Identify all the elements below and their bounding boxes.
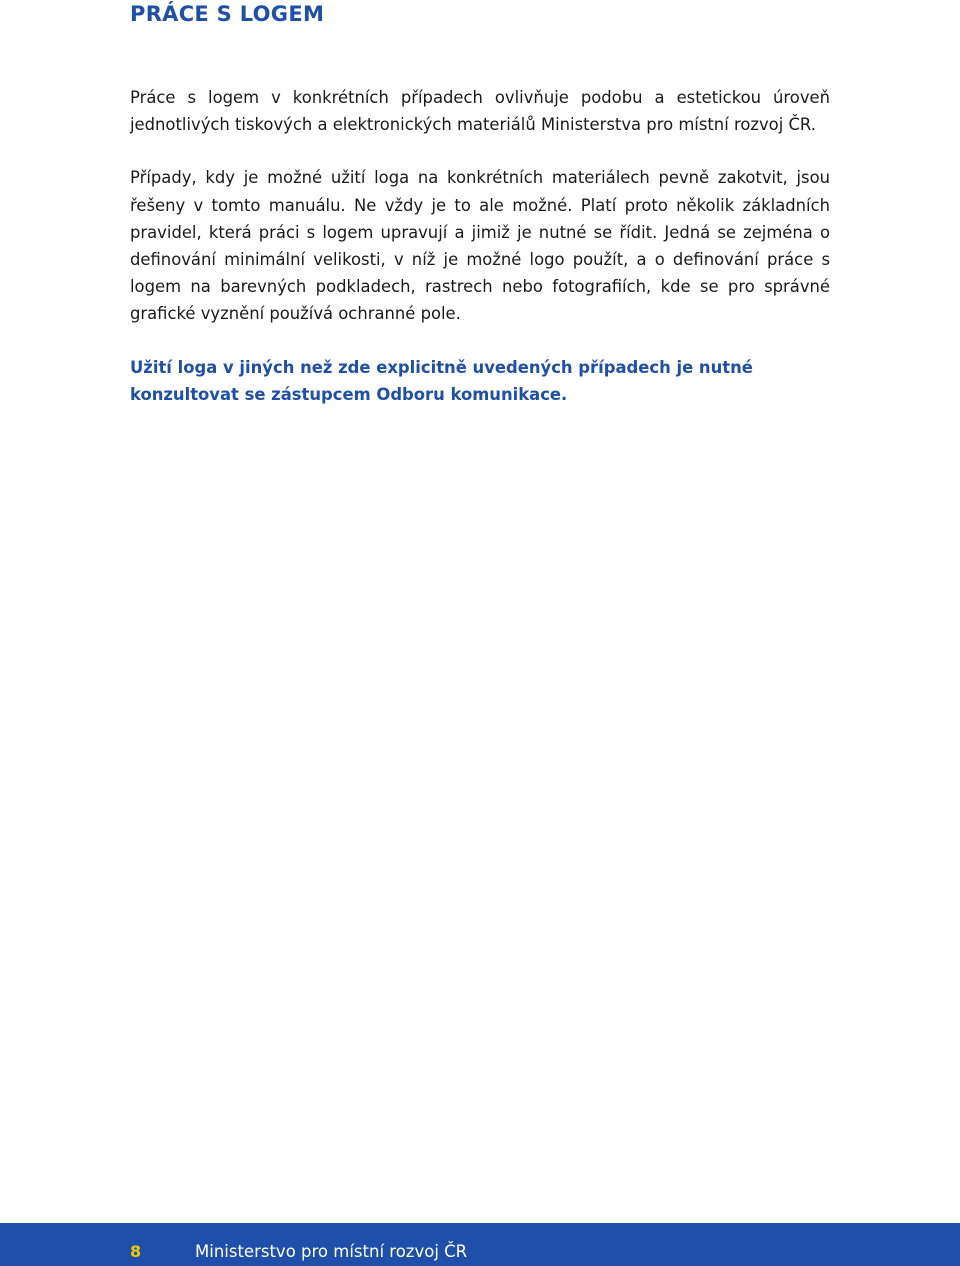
rules-paragraph: Případy, kdy je možné užití loga na konkrétních materiálech pevně zakotvit, jsou řešeny v tomto manuálu. Ne vždy je to ale možné. Platí proto několik základních pravidel, která práci s logem upravují a jimiž je nutné se řídit. Jedná se zejména o definování minimální velikosti, v níž je možné logo použít, a o definování práce s logem na barevných podkladech, rastrech nebo fotografiích, kde se pro správné grafické vyznění používá ochranné pole. <box>130 168 830 324</box>
content-area <box>130 84 830 434</box>
footer-ministry-name: Ministerstvo pro místní rozvoj ČR <box>195 1242 468 1261</box>
page-title: PRÁCE S LOGEM <box>130 2 325 26</box>
footer-bar <box>0 1223 960 1266</box>
intro-paragraph: Práce s logem v konkrétních případech ovlivňuje podobu a estetickou úroveň jednotlivých tiskových a elektronických materiálů Ministerstva pro místní rozvoj ČR. <box>130 88 830 135</box>
page-number: 8 <box>130 1242 142 1261</box>
consultation-note: Užití loga v jiných než zde explicitně uvedených případech je nutné konzultovat se zástupcem Odboru komunikace. <box>130 357 753 404</box>
